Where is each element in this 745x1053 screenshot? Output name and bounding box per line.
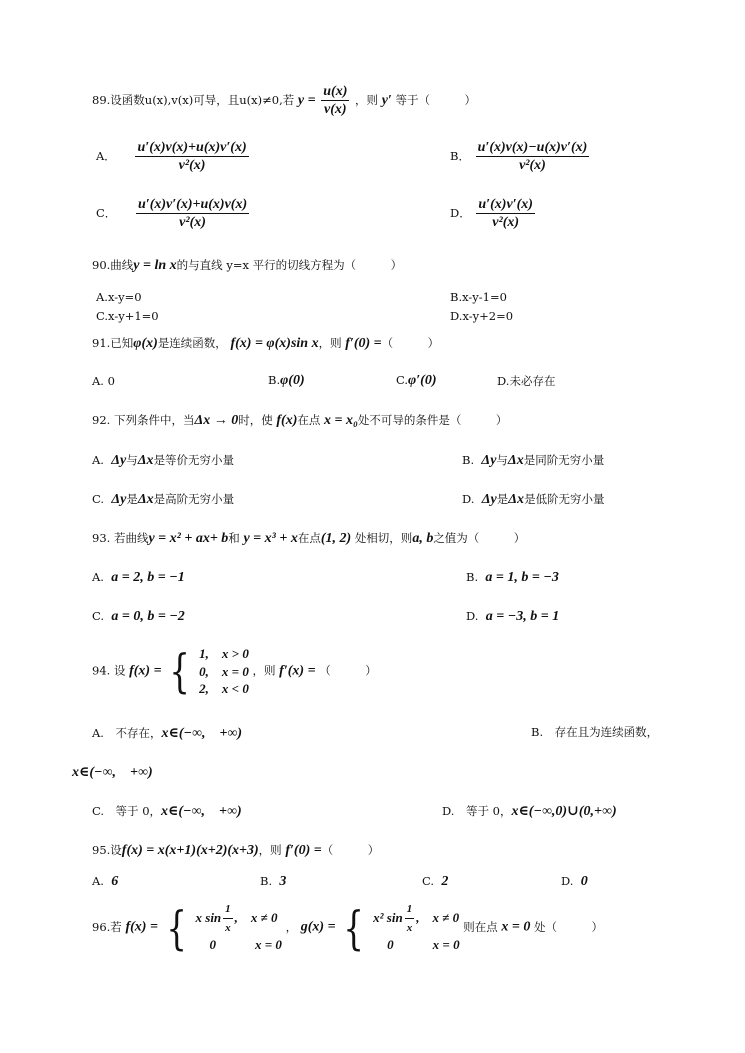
q89-option-d: D． $\frac{u'(x)v'(x)}{\text{v²(x)}}$ xyxy=(450,197,533,230)
q95-option-b: B. 3 xyxy=(260,874,287,889)
q90-option-b: B.x-y-1=0 xyxy=(450,290,507,304)
q93-option-d: D. a = −3, b = 1 xyxy=(466,609,560,624)
q89-option-c: C． $\frac{u'(x)v'(x)+u(x)v(x)}{\text{v²(x)}}$ xyxy=(96,197,248,230)
q94-stem: 94. 设 f(x) = { 1, x > 0 0, x = 0 2, x < 0 ，则 f′(x) = （ ） xyxy=(92,644,377,699)
q92-option-b: B. Δy与Δx是同阶无穷小量 xyxy=(462,453,605,468)
q93-option-c: C. a = 0, b = −2 xyxy=(92,609,185,624)
q92-stem: 92. 下列条件中，当Δx → 0时，使 f(x)在点 x = x₀处不可导的条件是（ ） xyxy=(92,413,508,428)
q92-option-d: D. Δy是Δx是低阶无穷小量 xyxy=(462,492,605,507)
q92-option-a: A. Δy与Δx是等价无穷小量 xyxy=(92,453,235,468)
q93-stem: 93. 若曲线y = x² + ax+ b和 y = x³ + x在点(1, 2) 处相切，则a, b之值为（ ） xyxy=(92,531,526,546)
q94-option-b-domain: x∈(−∞, +∞) xyxy=(72,765,153,780)
q89-fraction: $\frac{u(x)}{v(x)}$ xyxy=(323,84,348,117)
q94-option-d: D. 等于 0，x∈(−∞,0)∪(0,+∞) xyxy=(442,804,617,819)
q91-option-a: A. 0 xyxy=(92,374,115,388)
q96-stem: 96.若 f(x) = { x sin $\frac{1}{x}$ , x ≠ 0 0 x = 0 ， g(x) = { x² sin $\frac{1}{x}$ , x ≠ 0 0 x = 0 则在点 x = 0 处（ ） xyxy=(92,900,604,955)
q91-option-d: D.未必存在 xyxy=(497,374,556,388)
q95-option-a: A. 6 xyxy=(92,874,119,889)
q95-option-c: C. 2 xyxy=(422,874,449,889)
q93-option-a: A. a = 2, b = −1 xyxy=(92,570,185,585)
q89-option-b: B． $\frac{u'(x)v(x)-u(x)v'(x)}{\text{v²(x)}}$ xyxy=(450,140,588,173)
q91-option-c: C.φ′(0) xyxy=(396,373,437,388)
q94-option-b: B. 存在且为连续函数， xyxy=(531,725,659,739)
q91-option-b: B.φ(0) xyxy=(268,373,305,388)
q90-option-c: C.x-y+1=0 xyxy=(96,309,159,323)
q92-option-c: C. Δy是Δx是高阶无穷小量 xyxy=(92,492,235,507)
q90-option-d: D.x-y+2=0 xyxy=(450,309,514,323)
q89-option-a: A． $\frac{u'(x)v(x)+u(x)v'(x)}{\text{v²(x)}}$ xyxy=(96,140,247,173)
q90-option-a: A.x-y=0 xyxy=(96,290,142,304)
q94-option-a: A. 不存在，x∈(−∞, +∞) xyxy=(92,726,243,741)
q93-option-b: B. a = 1, b = −3 xyxy=(466,570,559,585)
q94-option-c: C. 等于 0，x∈(−∞, +∞) xyxy=(92,804,242,819)
q96-g-piecewise: x² sin $\frac{1}{x}$ , x ≠ 0 0 x = 0 xyxy=(373,903,460,952)
q94-piecewise: 1, x > 0 0, x = 0 2, x < 0 xyxy=(199,646,249,697)
q95-option-d: D. 0 xyxy=(561,874,588,889)
q89-stem: 89.设函数u(x),v(x)可导，且u(x)≠0,若 y = $\frac{u(x)}{v(x)}$ ，则 y′ 等于（ ） xyxy=(92,84,477,117)
q96-f-piecewise: x sin $\frac{1}{x}$ , x ≠ 0 0 x = 0 xyxy=(195,903,282,952)
q95-stem: 95.设f(x) = x(x+1)(x+2)(x+3)，则 f′(0) =（ ） xyxy=(92,843,380,858)
q90-stem: 90.曲线y = ln x的与直线 y=x 平行的切线方程为（ ） xyxy=(92,258,403,273)
q91-stem: 91.已知φ(x)是连续函数， f(x) = φ(x)sin x，则 f′(0) =（ ） xyxy=(92,336,440,351)
